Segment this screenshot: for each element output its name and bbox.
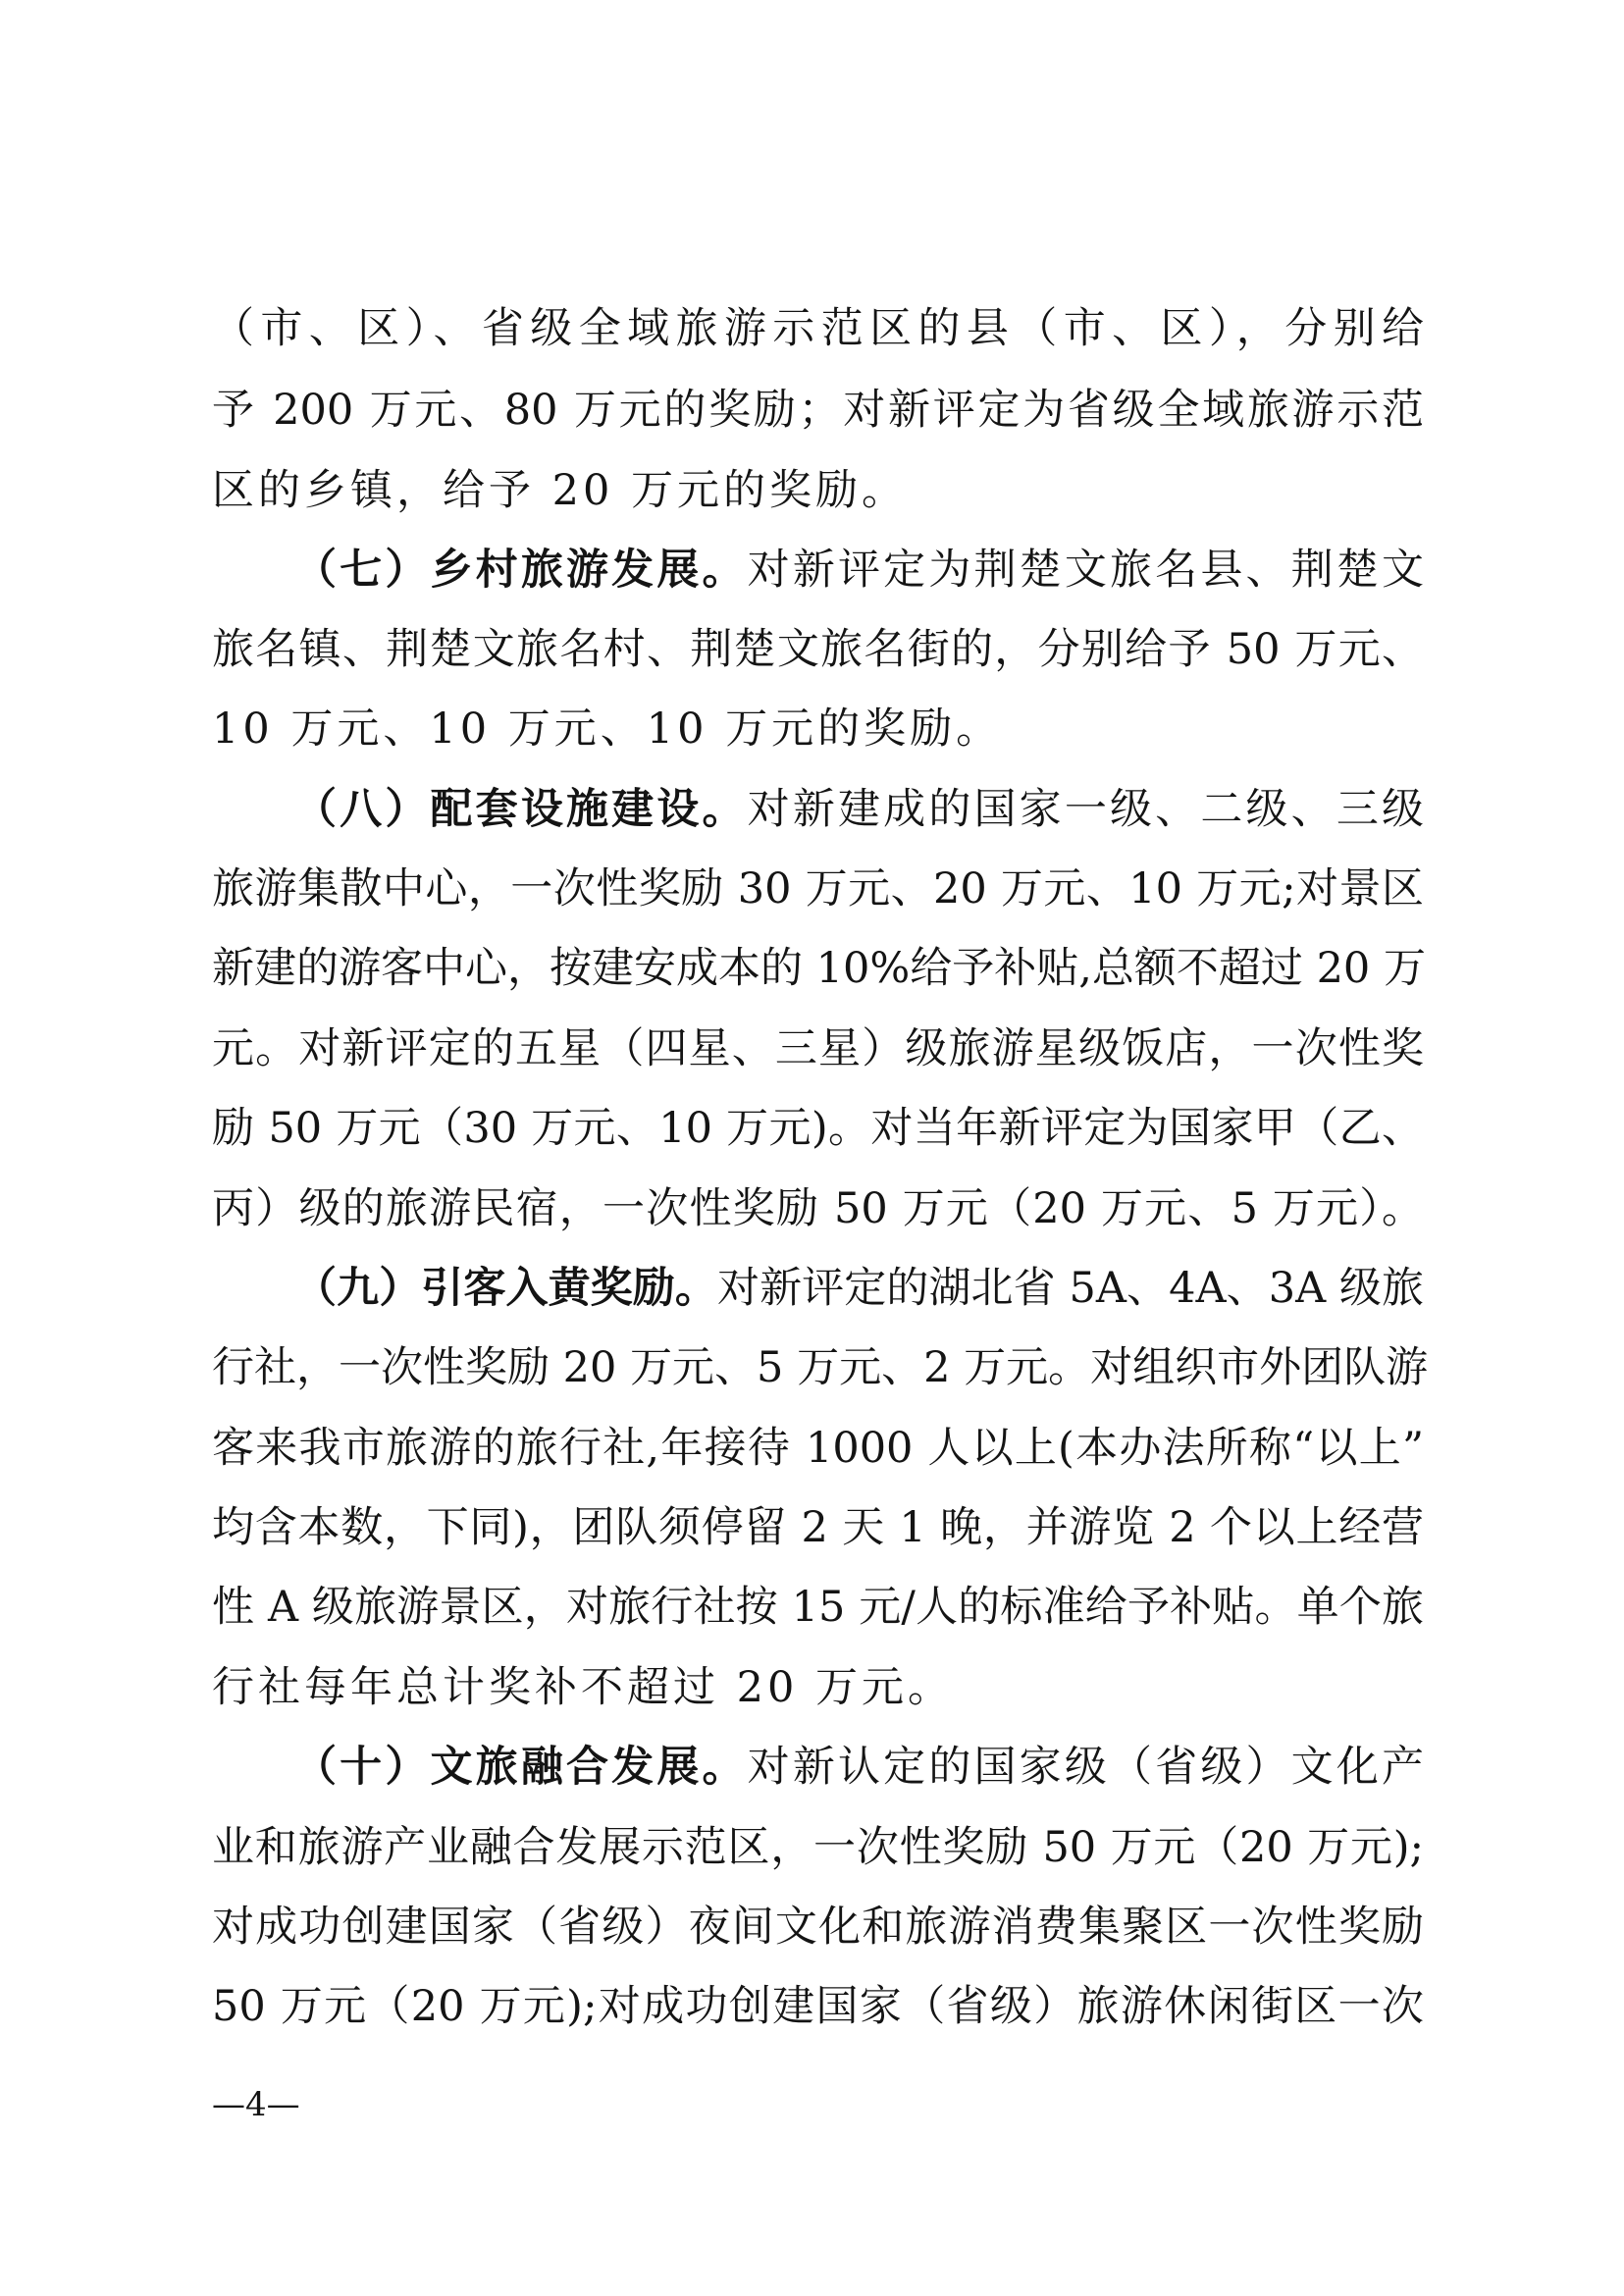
body-line: 10 万元、10 万元、10 万元的奖励。	[212, 704, 1003, 754]
section-heading-7: （七）乡村旅游发展。	[294, 546, 748, 595]
body-line: 丙）级的旅游民宿，一次性奖励 50 万元（20 万元、5 万元）。	[212, 1184, 1424, 1233]
body-line: 行社，一次性奖励 20 万元、5 万元、2 万元。对组织市外团队游	[212, 1343, 1429, 1392]
body-text: 对新评定的湖北省 5A、4A、3A 级旅	[716, 1264, 1424, 1313]
section-heading-10: （十）文旅融合发展。	[294, 1743, 748, 1792]
body-line: 对成功创建国家（省级）夜间文化和旅游消费集聚区一次性奖励	[212, 1903, 1424, 1952]
heading-line	[294, 541, 1424, 600]
heading-line	[294, 1259, 1424, 1318]
body-text: 对新认定的国家级（省级）文化产	[747, 1743, 1425, 1792]
body-line: 励 50 万元（30 万元、10 万元)。对当年新评定为国家甲（乙、	[212, 1104, 1424, 1153]
section-heading-9: （九）引客入黄奖励。	[294, 1264, 717, 1313]
body-line: 新建的游客中心，按建安成本的 10%给予补贴,总额不超过 20 万	[212, 944, 1426, 993]
body-text: 对新建成的国家一级、二级、三级	[747, 785, 1425, 834]
body-line: 旅名镇、荆楚文旅名村、荆楚文旅名街的，分别给予 50 万元、	[212, 625, 1424, 674]
body-line: 业和旅游产业融合发展示范区，一次性奖励 50 万元（20 万元);	[212, 1823, 1424, 1872]
body-line: 客来我市旅游的旅行社,年接待 1000 人以上(本办法所称“以上”	[212, 1424, 1424, 1473]
body-line: 予 200 万元、80 万元的奖励；对新评定为省级全域旅游示范	[212, 386, 1424, 435]
section-heading-8: （八）配套设施建设。	[294, 785, 748, 834]
body-line: 旅游集散中心，一次性奖励 30 万元、20 万元、10 万元;对景区	[212, 864, 1424, 913]
body-line: 均含本数，下同)，团队须停留 2 天 1 晚，并游览 2 个以上经营	[212, 1503, 1424, 1552]
page-number: —4—	[212, 2085, 300, 2124]
body-line: 元。对新评定的五星（四星、三星）级旅游星级饭店，一次性奖	[212, 1024, 1424, 1073]
body-line: 50 万元（20 万元);对成功创建国家（省级）旅游休闲街区一次	[212, 1982, 1424, 2031]
body-line: 区的乡镇，给予 20 万元的奖励。	[212, 466, 909, 515]
body-text: 对新评定为荆楚文旅名县、荆楚文	[747, 546, 1425, 595]
body-line: （市、区）、省级全域旅游示范区的县（市、区），分别给	[212, 304, 1424, 353]
heading-line	[294, 1738, 1424, 1797]
body-line: 性 A 级旅游景区，对旅行社按 15 元/人的标准给予补贴。单个旅	[212, 1583, 1424, 1632]
heading-line	[294, 780, 1424, 839]
body-line: 行社每年总计奖补不超过 20 万元。	[212, 1663, 955, 1712]
